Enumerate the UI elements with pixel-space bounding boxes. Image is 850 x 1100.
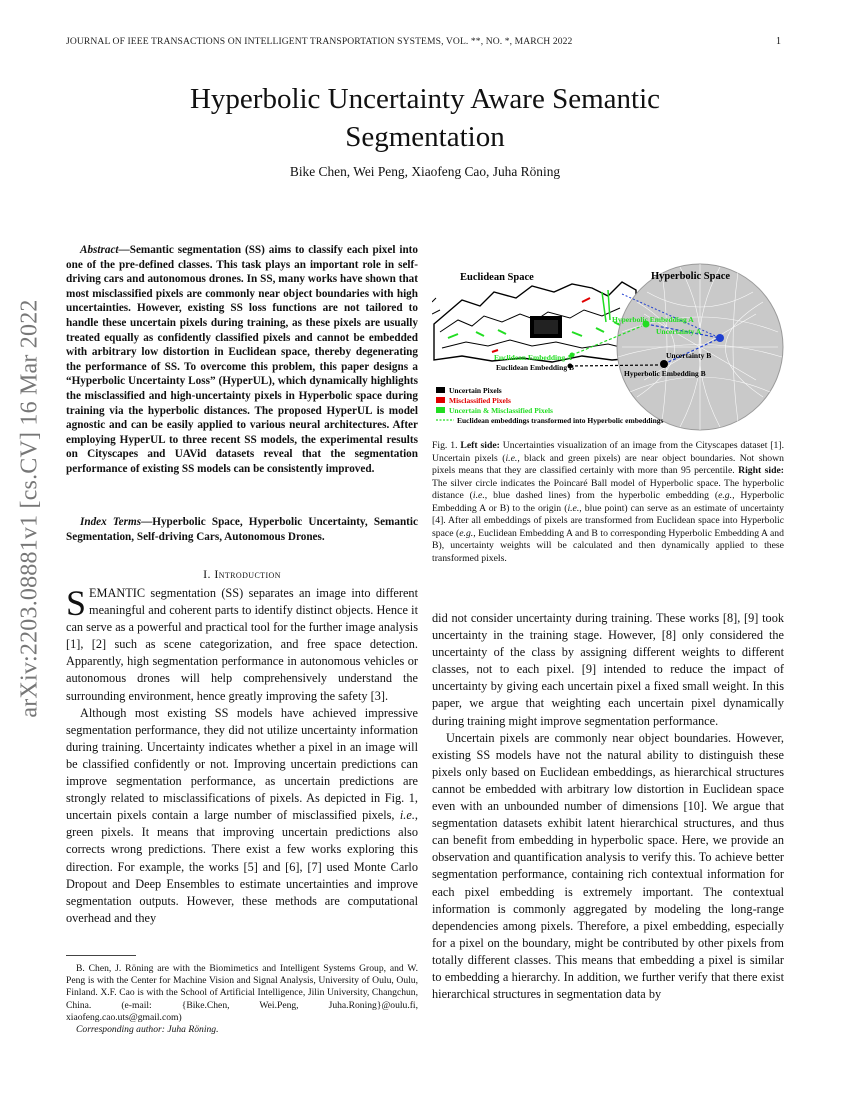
section-number: I. [203,567,215,581]
footnote-rule [66,955,136,956]
caption-ie-1: i.e. [505,452,518,464]
figure-1-caption [432,440,784,565]
legend-misclassified-swatch [436,397,445,403]
caption-label: Fig. 1. [432,440,458,451]
index-terms-text: —Hyperbolic Space, Hyperbolic Uncertainty, Semantic Segmentation, Self-driving Cars, Autonomous Drones. [66,516,418,543]
author-list: Bike Chen, Wei Peng, Xiaofeng Cao, Juha Röning [289,164,561,179]
legend-both-label: Uncertain & Misclassified Pixels [449,406,553,415]
intro-p1-text: EMANTIC segmentation (SS) separates an image into different meaningful and coherent parts to identify distinct objects. Hence it can serve as a powerful and practical tool for the further image analysis [1], [2] such as scene categorization, and free space detection. Apparently, high segmentation performance in autonomous vehicles or autonomous drones will help comprehensively understand the surrounding environment, hence greatly improving the safety [3]. [66,586,418,703]
intro-p2-part1: Although most existing SS models have achieved impressive segmentation performance, they did not utilize uncertainty information during training. Uncertainty indicates whether a pixel in an image will be classified confidently or not. Improving uncertain predictions can improve segmentation performance, as uncertain predictions are strongly related to misclassifications of pixels. As depicted in Fig. 1, uncertain pixels contain a large number of misclassified pixels, [66,705,418,823]
legend-misclassified-label: Misclassified Pixels [449,396,511,405]
legend-uncertain-swatch [436,387,445,393]
caption-text-6: , blue point) can serve as an estimate of uncertainty [4]. After all embeddings of pixels are transformed from Euclidean space into Hyperbolic space ( [432,502,784,539]
caption-ie-2: i.e. [472,490,485,501]
footnote-affiliation: B. Chen, J. Röning are with the Biomimetics and Intelligent Systems Group, and W. Peng is with the Center for Machine Vision and Signal Analysis, University of Oulu, Oulu, Finland. X.F. Cao is with the School of Artificial Intelligence, Jilin University, Changchun, China. (e-mail: {Bike.Chen, Wei.Peng, Juha.Roning}@oulu.fi, xiaofeng.cao.uts@gmail.com) [66,963,418,1023]
caption-text-5: , Hyperbolic Embedding A or B) to the origin ( [432,490,785,514]
caption-eg-1: e.g. [718,490,733,501]
hyperbolic-embedding-b-label: Hyperbolic Embedding B [624,369,706,378]
origin-point [716,334,724,342]
title-line-1: Hyperbolic Uncertainty Aware Semantic [189,83,661,115]
intro-p2-part2: , green pixels. It means that improving uncertain predictions also corrects wrong predictions. There exist a few works exploring this direction. For example, the works [5] and [6], [7] used Monte Carlo Dropout and Deep Ensembles to estimate uncertainties and improve segmentation outputs. However, these methods are computational overhead and they [66,808,418,925]
uncertainty-a-label: Uncertainty A [656,327,702,336]
caption-text-7: , Euclidean Embedding A and B to corresponding Hyperbolic Embedding A and B), uncertainty weights will be calculated and then dynamically applied to these transformed pixels. [432,527,784,564]
caption-eg-2: e.g. [459,527,474,539]
paper-title [70,80,780,156]
caption-text-1: Uncertainties visualization of an image from the Cityscapes dataset [1]. Uncertain pixels ( [432,440,785,464]
abstract-lead: Abstract [80,244,119,256]
uncertainty-b-label: Uncertainty B [666,351,712,360]
title-line-2: Segmentation [345,121,505,153]
caption-text-2: , black and green pixels) are near object boundaries. Not shown pixels means that they are classified certainly with more than 95 percentile. [432,452,784,476]
euclidean-embedding-a-label: Euclidean Embedding A [494,353,572,362]
figure-1 [432,262,784,432]
intro-paragraph-1 [66,585,418,705]
caption-text-4: , blue dashed lines) from the hyperbolic embedding ( [484,490,719,501]
abstract [66,243,418,477]
euclidean-space-label: Euclidean Space [460,272,534,283]
euclidean-uncertainty-map [432,282,636,362]
index-terms-lead: Index Terms [80,516,142,528]
abstract-text: —Semantic segmentation (SS) aims to classify each pixel into one of the pre-defined classes. This task plays an important role in self-driving cars and autonomous drones. In SS, many works have shown that most misclassified pixels are commonly near object boundaries with high uncertainties. However, existing SS loss functions are not tailored to handle these uncertain pixels during training, as these pixels are usually treated equally as confidently classified pixels and cannot be embedded with arbitrary low distortion in Euclidean space, thereby degenerating the performance of SS. To overcome this problem, this paper designs a “Hyperbolic Uncertainty Loss” (HyperUL), which dynamically highlights the misclassified and high-uncertainty pixels in Hyperbolic space during training via the hyperbolic distances. The proposed HyperUL is model agnostic and can be easily applied to various neural architectures. After employing HyperUL to three recent SS models, the experimental results on Cityscapes and UAVid datasets reveal that the segmentation performance of existing SS models can be consistently improved. [66,244,418,475]
intro-left-column [66,585,418,927]
page-number: 1 [776,36,781,47]
hyperbolic-space-label: Hyperbolic Space [651,271,731,282]
running-head: JOURNAL OF IEEE TRANSACTIONS ON INTELLIGENT TRANSPORTATION SYSTEMS, VOL. **, NO. *, MARCH 2022 [66,36,573,47]
hyperbolic-embedding-a-label: Hyperbolic Embedding A [612,315,694,324]
euclidean-embedding-b-label: Euclidean Embedding B [496,363,574,372]
drop-cap: S [66,583,87,623]
hyperbolic-embedding-b-point [660,360,668,368]
intro-right-paragraph-1: did not consider uncertainty during training. These works [8], [9] took uncertainty in the training stage. However, [8] only considered the uncertainty of the class by assigning different weights to different classes, not to each pixel. [9] intended to reduce the impact of uncertainty by giving each uncertain pixel a fixed small weight. In this paper, we argue that weighting each uncertain pixel dynamically during training might improve segmentation performance. [432,611,784,728]
caption-text-3: The silver circle indicates the Poincaré Ball model of Hyperbolic space. The hyperbolic distance ( [432,477,784,501]
figure-legend [436,386,664,425]
legend-arrow-label: Euclidean embeddings transformed into Hyperbolic embeddings [457,416,664,425]
footnote-corresponding-author: Corresponding author: Juha Röning. [76,1024,219,1036]
index-terms [66,515,418,544]
footnote [66,963,418,1036]
caption-right-side: Right side: [738,465,784,476]
caption-left-side: Left side: [460,440,500,451]
arxiv-stamp: arXiv:2203.08881v1 [cs.CV] 16 Mar 2022 [16,299,43,718]
legend-uncertain-label: Uncertain Pixels [449,386,502,395]
intro-p2-ie: i.e. [399,808,415,823]
intro-right-column [432,610,784,1003]
poincare-ball [617,264,783,430]
section-title: Introduction [214,567,281,581]
intro-paragraph-2 [66,705,418,927]
intro-right-paragraph-2: Uncertain pixels are commonly near object boundaries. However, existing SS models have not the natural ability to distinguish these pixels only based on Euclidean embeddings, as hierarchical structures cannot be embedded with arbitrary low distortion in Euclidean space even with an unbounded number of dimensions [10]. We argue that segmentation datasets exhibit latent hierarchical structures, and thus can benefit from embedding in hyperbolic space. Here, we provide an observation and quantification analysis to verify this. To achieve better segmentation performance, containing rich contextual information for each pixel embedding is extremely important. The contextual information is commonly aggregated by modeling the long-range dependencies among pixels. Therefore, a pixel embedding, especially for a pixel on the boundary, might be contributed by other pixels from totally different classes. This means that embedding a pixel is similar to embedding a hierarchy. In addition, we further verify that there exist hierarchical structures in segmentation data by [432,730,784,1002]
caption-ie-3: i.e. [567,502,580,514]
section-heading [66,567,418,582]
legend-both-swatch [436,407,445,413]
